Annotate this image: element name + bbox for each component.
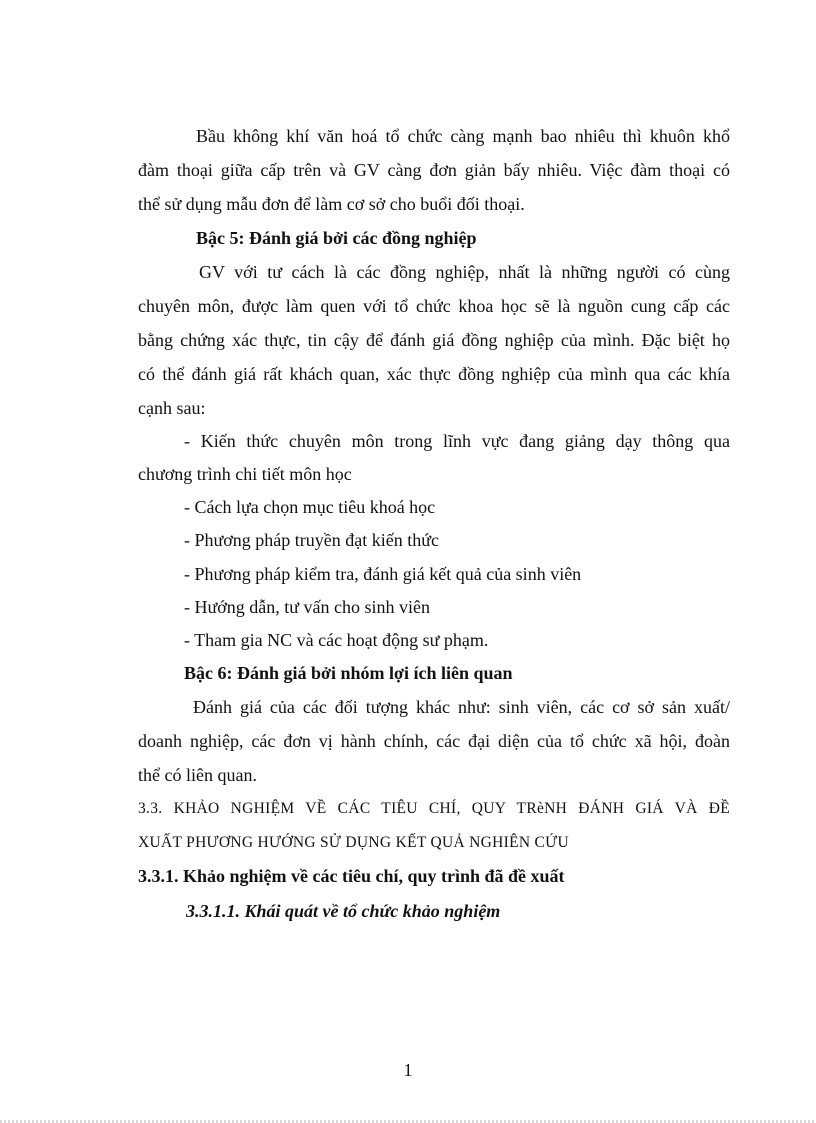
section-heading-3-3-cont: XUẤT PHƯƠNG HƯỚNG SỬ DỤNG KẾT QUẢ NGHIÊN CỨU <box>138 834 570 851</box>
heading-step-6: Bậc 6: Đánh giá bởi nhóm lợi ích liên quan <box>184 663 513 683</box>
bullet-item: - Kiến thức chuyên môn trong lĩnh vực đang giảng dạy thông qua <box>184 431 730 451</box>
page-number: 1 <box>403 1060 413 1080</box>
paragraph-line: bằng chứng xác thực, tin cậy để đánh giá đồng nghiệp của mình. Đặc biệt họ <box>138 330 730 350</box>
paragraph-line: thể sử dụng mẫu đơn để làm cơ sở cho buổi đối thoại. <box>138 194 525 214</box>
bullet-item: - Cách lựa chọn mục tiêu khoá học <box>184 497 436 517</box>
paragraph-line: Bầu không khí văn hoá tổ chức càng mạnh bao nhiêu thì khuôn khổ <box>196 126 730 146</box>
bullet-item: - Phương pháp kiểm tra, đánh giá kết quả của sinh viên <box>184 564 582 584</box>
paragraph-line: Đánh giá của các đối tượng khác như: sinh viên, các cơ sở sản xuất/ <box>193 697 730 717</box>
section-heading-3-3: 3.3. KHẢO NGHIỆM VỀ CÁC TIÊU CHÍ, QUY TRèNH ĐÁNH GIÁ VÀ ĐỀ <box>138 800 730 817</box>
bullet-item: - Tham gia NC và các hoạt động sư phạm. <box>184 630 489 650</box>
heading-step-5: Bậc 5: Đánh giá bởi các đồng nghiệp <box>196 228 477 248</box>
bullet-item-continuation: chương trình chi tiết môn học <box>138 464 352 484</box>
paragraph-line: có thể đánh giá rất khách quan, xác thực đồng nghiệp của mình qua các khía <box>138 364 730 384</box>
paragraph-line: doanh nghiệp, các đơn vị hành chính, các đại diện của tổ chức xã hội, đoàn <box>138 731 730 751</box>
paragraph-line: cạnh sau: <box>138 398 206 418</box>
paragraph-line: GV với tư cách là các đồng nghiệp, nhất là những người có cùng <box>199 262 730 282</box>
paragraph-line: thể có liên quan. <box>138 765 257 785</box>
paragraph-line: đàm thoại giữa cấp trên và GV càng đơn giản bấy nhiêu. Việc đàm thoại có <box>138 160 730 180</box>
bullet-item: - Hướng dẫn, tư vấn cho sinh viên <box>184 597 430 617</box>
bullet-item: - Phương pháp truyền đạt kiến thức <box>184 530 439 550</box>
paragraph-line: chuyên môn, được làm quen với tổ chức khoa học sẽ là nguồn cung cấp các <box>138 296 730 316</box>
section-heading-3-3-1-1: 3.3.1.1. Khái quát về tổ chức khảo nghiệm <box>186 901 501 921</box>
section-heading-3-3-1: 3.3.1. Khảo nghiệm về các tiêu chí, quy trình đã đề xuất <box>138 866 565 886</box>
